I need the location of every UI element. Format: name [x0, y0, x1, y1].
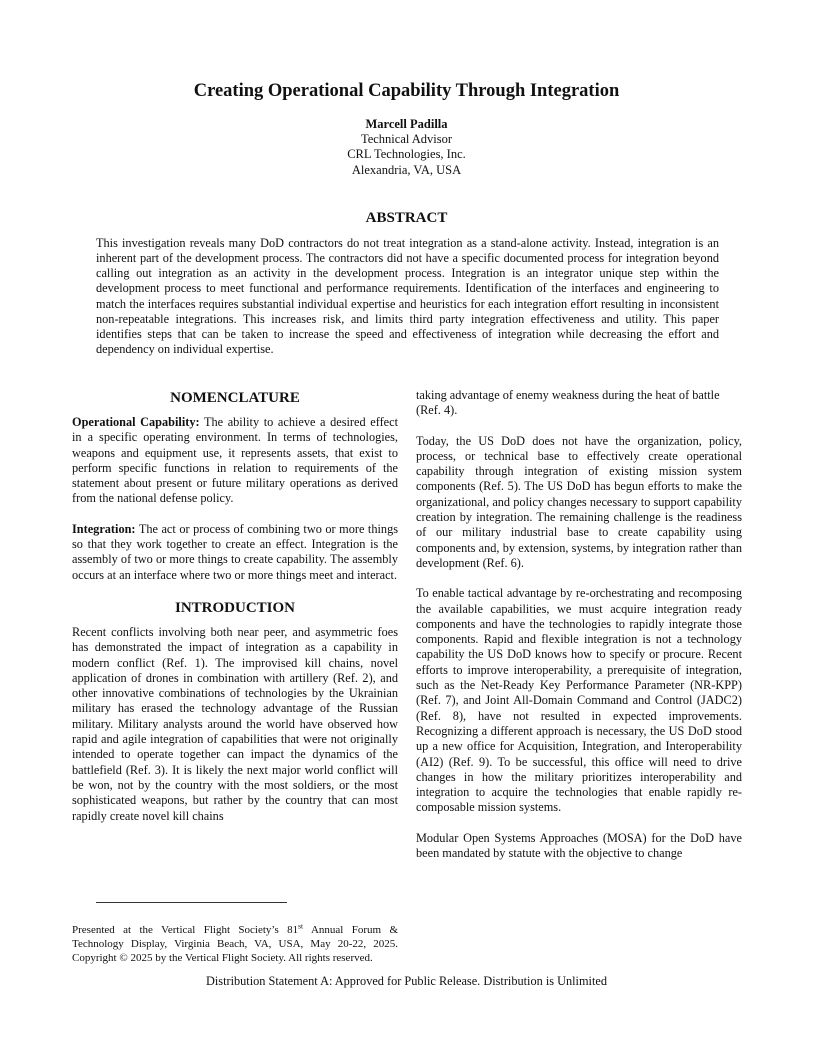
- introduction-paragraph: To enable tactical advantage by re-orchestrating and recomposing the available capabilities, we must acquire integration ready components and have the technologies to rapidly integrate those components. Rapid and flexible integration is not a technology capability the US DoD knows how to specify or procure. Recent efforts to improve interoperability, a prerequisite of integration, such as the Net-Ready Key Performance Parameter (NR-KPP) (Ref. 7), and Joint All-Domain Command and Control (JADC2) (Ref. 8), have not resulted in expected improvements. Recognizing a different approach is necessary, the US DoD stood up a new office for Acquisition, Integration, and Interoperability (AI2) (Ref. 9). To be successful, this office will need to drive changes in how the military prioritizes interoperability and integration to acquire the technologies that enable rapidly re-composable mission systems.: [416, 586, 742, 815]
- footnote-divider: [96, 902, 287, 903]
- right-column: [416, 388, 742, 861]
- nomenclature-definition: The act or process of combining two or more things so that they work together to create an effect. Integration is the assembly of two or more things to create capability. The assembly occurs at an interface where two or more things meet and interact.: [72, 521, 398, 582]
- abstract-text: This investigation reveals many DoD contractors do not treat integration as a stand-alone activity. Instead, integration is an inherent part of the development process. The contractors did not have a specific documented process for integration beyond calling out integration as an activity in the development process. Integration is an integrator unique step within the development process to meet functional and performance requirements. Identification of the interfaces and engineering to match the interfaces requires substantial individual expertise and heuristics for each integration effort resulting in inconsistent non-repeatable integrations. This increases risk, and limits third party integration effectiveness and utility. This paper identifies steps that can be taken to increase the speed and effectiveness of integration while decreasing the effort and dependency on individual expertise.: [96, 236, 719, 357]
- introduction-paragraph: Modular Open Systems Approaches (MOSA) for the DoD have been mandated by statute with the objective to change: [416, 830, 742, 861]
- left-column: [72, 389, 398, 824]
- author-location: Alexandria, VA, USA: [351, 162, 462, 177]
- nomenclature-heading: NOMENCLATURE: [170, 390, 300, 406]
- footnote-prefix: Presented at the Vertical Flight Society’s 81: [72, 924, 299, 936]
- author-organization: CRL Technologies, Inc.: [347, 147, 466, 162]
- introduction-paragraph: Recent conflicts involving both near peer, and asymmetric foes has demonstrated the impact of integration as a capability in modern conflict (Ref. 1). The improvised kill chains, novel application of drones in combination with artillery (Ref. 2), and other innovative combinations of technologies by the Ukrainian military has erased the technology advantage of the Russian military. Military analysts around the world have observed how rapid and agile integration of capabilities that were not originally intended to operate together can impact the dynamics of the battlefield (Ref. 3). It is likely the next major world conflict will be won, not by the country with the most soldiers, or the most sophisticated weapons, but rather by the country that can most rapidly create novel kill chains: [72, 624, 398, 823]
- footnote: [72, 921, 399, 965]
- footnote-superscript: st: [298, 921, 304, 931]
- nomenclature-entry: [72, 522, 398, 583]
- introduction-heading: INTRODUCTION: [174, 599, 295, 616]
- distribution-statement: Distribution Statement A: Approved for Public Release. Distribution is Unlimited: [206, 974, 607, 988]
- paper-title: Creating Operational Capability Through Integration: [193, 81, 620, 101]
- nomenclature-term: Integration:: [72, 521, 136, 536]
- introduction-paragraph-continued: taking advantage of enemy weakness during the heat of battle (Ref. 4).: [416, 388, 720, 418]
- abstract-heading: ABSTRACT: [365, 210, 448, 226]
- author-position: Technical Advisor: [360, 132, 453, 147]
- nomenclature-term: Operational Capability:: [72, 415, 200, 429]
- introduction-paragraph: Today, the US DoD does not have the organization, policy, process, or technical base to effectively create operational capability through integration of existing mission system components (Ref. 5). The US DoD has begun efforts to make the organizational, and policy changes necessary to support capability creation by integration. The remaining challenge is the readiness of our military industrial base to create capability using components and, by extension, systems, by integration rather than development (Ref. 6).: [416, 433, 742, 570]
- footnote-suffix: Annual Forum & Technology Display, Virginia Beach, VA, USA, May 20-22, 2025. Copyright © 2025 by the Vertical Flight Society. All rights reserved.: [72, 924, 399, 964]
- nomenclature-entry: [72, 415, 398, 507]
- author-name: Marcell Padilla: [365, 117, 448, 131]
- author-block: [0, 117, 813, 178]
- nomenclature-definition: The ability to achieve a desired effect in a specific operating environment. In terms of technologies, weapons and equipment use, it represents assets, that exist to perform specific functions in relation to requirements of the statement about present or future military operations as derived from the national defense policy.: [72, 415, 398, 506]
